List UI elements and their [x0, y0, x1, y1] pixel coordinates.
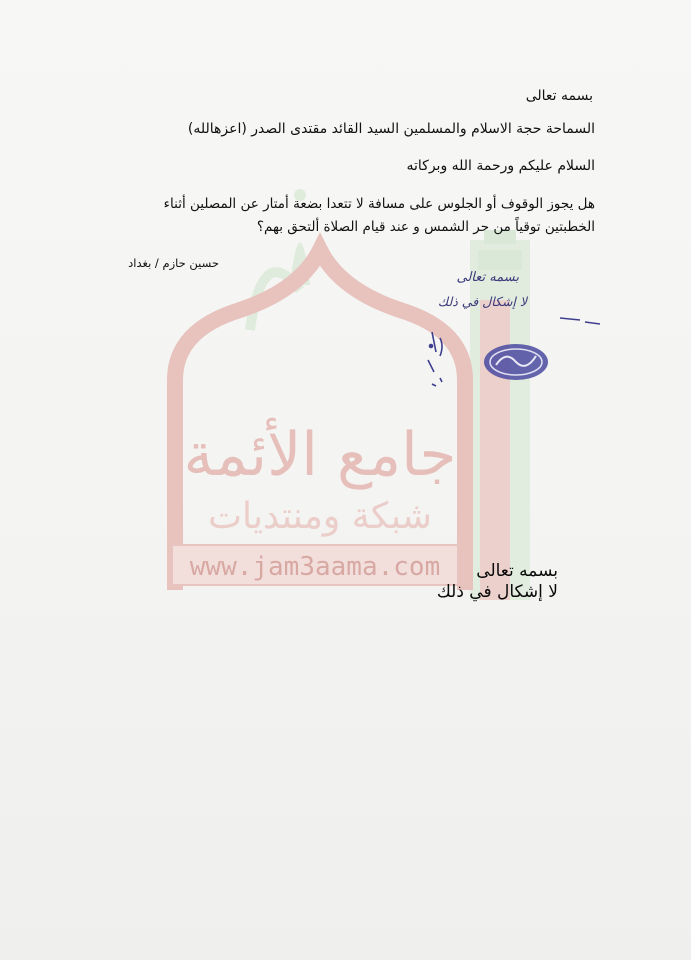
seal-stamp: [484, 344, 548, 380]
letter-question-line1: هل يجوز الوقوف أو الجلوس على مسافة لا تتعدا بضعة أمتار عن المصلين أثناء: [163, 196, 595, 212]
watermark-title: جامع الأئمة: [183, 420, 457, 490]
watermark-url: www.jam3aama.com: [189, 552, 441, 582]
typed-reply-line2: لا إشكال في ذلك: [436, 582, 558, 602]
handwritten-reply-line2: لا إشكال في ذلك: [437, 294, 527, 309]
letter-question-line2: الخطبتين توقياً من حر الشمس و عند قيام الصلاة ألتحق بهم؟: [256, 219, 595, 235]
letter-signature: حسين حازم / بغداد: [128, 256, 219, 270]
letter-opening: بسمه تعالى: [525, 88, 593, 104]
watermark-subtitle: شبكة ومنتديات: [208, 496, 432, 537]
letter-addressee: السماحة حجة الاسلام والمسلمين السيد القائد مقتدى الصدر (اعزهالله): [187, 121, 595, 137]
typed-reply-line1: بسمه تعالى: [476, 561, 558, 581]
handwritten-reply-line1: بسمه تعالى: [456, 270, 519, 285]
letter-greeting: السلام عليكم ورحمة الله وبركاته: [406, 158, 595, 174]
